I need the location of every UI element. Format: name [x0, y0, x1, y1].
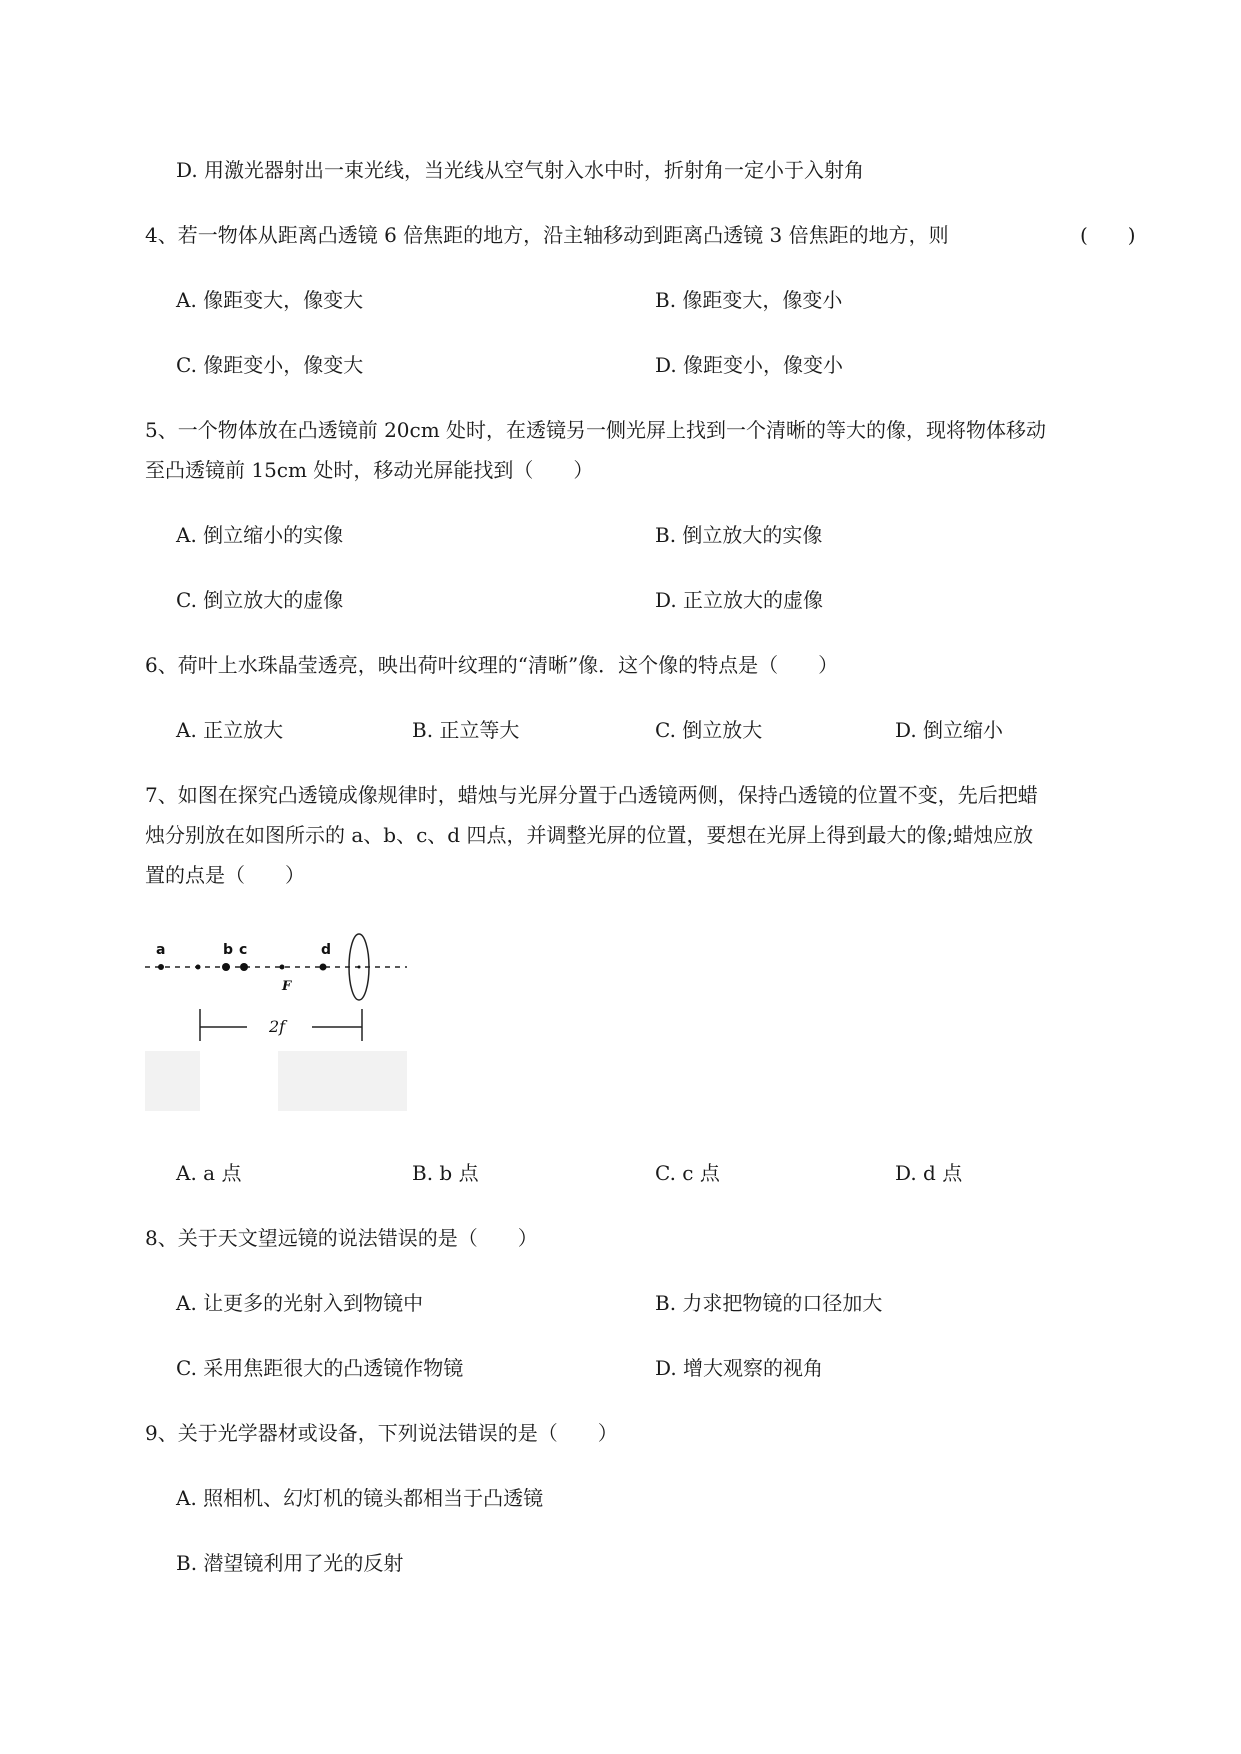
- q4-stem: 4、若一物体从距离凸透镜 6 倍焦距的地方，沿主轴移动到距离凸透镜 3 倍焦距的地方，则: [145, 223, 949, 247]
- q5-option-c[interactable]: C. 倒立放大的虚像: [176, 588, 344, 612]
- q7-stem-line2: 烛分别放在如图所示的 a、b、c、d 四点，并调整光屏的位置，要想在光屏上得到最大的像;蜡烛应放: [145, 823, 1034, 847]
- label-2f: 2f: [269, 1017, 286, 1036]
- q4-option-d[interactable]: D. 像距变小，像变小: [655, 353, 844, 377]
- q7-option-d[interactable]: D. d 点: [895, 1161, 963, 1185]
- point-b: [222, 963, 230, 971]
- q5-option-d[interactable]: D. 正立放大的虚像: [655, 588, 824, 612]
- point-a: [158, 964, 164, 970]
- q8-stem: 8、关于天文望远镜的说法错误的是（ ）: [145, 1226, 538, 1250]
- q7-stem-line1: 7、如图在探究凸透镜成像规律时，蜡烛与光屏分置于凸透镜两侧，保持凸透镜的位置不变，先后把蜡: [145, 783, 1038, 807]
- q7-option-a[interactable]: A. a 点: [176, 1161, 242, 1185]
- q6-stem: 6、荷叶上水珠晶莹透亮，映出荷叶纹理的“清晰”像．这个像的特点是（ ）: [145, 653, 839, 677]
- label-a: a: [156, 942, 166, 958]
- q9-option-a[interactable]: A. 照相机、幻灯机的镜头都相当于凸透镜: [176, 1486, 544, 1510]
- label-d: d: [321, 942, 332, 958]
- optical-center: [358, 966, 361, 969]
- q8-option-b[interactable]: B. 力求把物镜的口径加大: [655, 1291, 883, 1315]
- lens-diagram: [145, 925, 407, 1111]
- q8-option-c[interactable]: C. 采用焦距很大的凸透镜作物镜: [176, 1356, 464, 1380]
- point-dot: [196, 965, 201, 970]
- point-f: [280, 965, 285, 970]
- q7-option-b[interactable]: B. b 点: [412, 1161, 479, 1185]
- q4-bracket: ( ): [1080, 223, 1136, 247]
- q4-option-c[interactable]: C. 像距变小，像变大: [176, 353, 364, 377]
- q5-stem-line2: 至凸透镜前 15cm 处时，移动光屏能找到（ ）: [145, 458, 594, 482]
- lens-diagram-svg: [145, 925, 407, 1111]
- point-c: [240, 963, 248, 971]
- label-b: b: [223, 942, 234, 958]
- scan-white-patch: [200, 1051, 278, 1111]
- q9-option-b[interactable]: B. 潜望镜利用了光的反射: [176, 1551, 404, 1575]
- q7-option-c[interactable]: C. c 点: [655, 1161, 720, 1185]
- q6-option-a[interactable]: A. 正立放大: [176, 718, 284, 742]
- label-c: c: [239, 942, 248, 958]
- q8-option-d[interactable]: D. 增大观察的视角: [655, 1356, 824, 1380]
- q6-option-c[interactable]: C. 倒立放大: [655, 718, 763, 742]
- q5-stem-line1: 5、一个物体放在凸透镜前 20cm 处时，在透镜另一侧光屏上找到一个清晰的等大的像，现将物体移动: [145, 418, 1047, 442]
- point-d: [320, 964, 327, 971]
- label-f: F: [282, 979, 292, 994]
- q5-option-a[interactable]: A. 倒立缩小的实像: [176, 523, 344, 547]
- q7-stem-line3: 置的点是（ ）: [145, 863, 305, 887]
- q9-stem: 9、关于光学器材或设备，下列说法错误的是（ ）: [145, 1421, 618, 1445]
- q4-option-b[interactable]: B. 像距变大，像变小: [655, 288, 843, 312]
- q8-option-a[interactable]: A. 让更多的光射入到物镜中: [176, 1291, 424, 1315]
- q6-option-b[interactable]: B. 正立等大: [412, 718, 520, 742]
- q4-option-a[interactable]: A. 像距变大，像变大: [176, 288, 364, 312]
- q3-option-d: D. 用激光器射出一束光线，当光线从空气射入水中时，折射角一定小于入射角: [176, 158, 865, 182]
- q6-option-d[interactable]: D. 倒立缩小: [895, 718, 1004, 742]
- q5-option-b[interactable]: B. 倒立放大的实像: [655, 523, 823, 547]
